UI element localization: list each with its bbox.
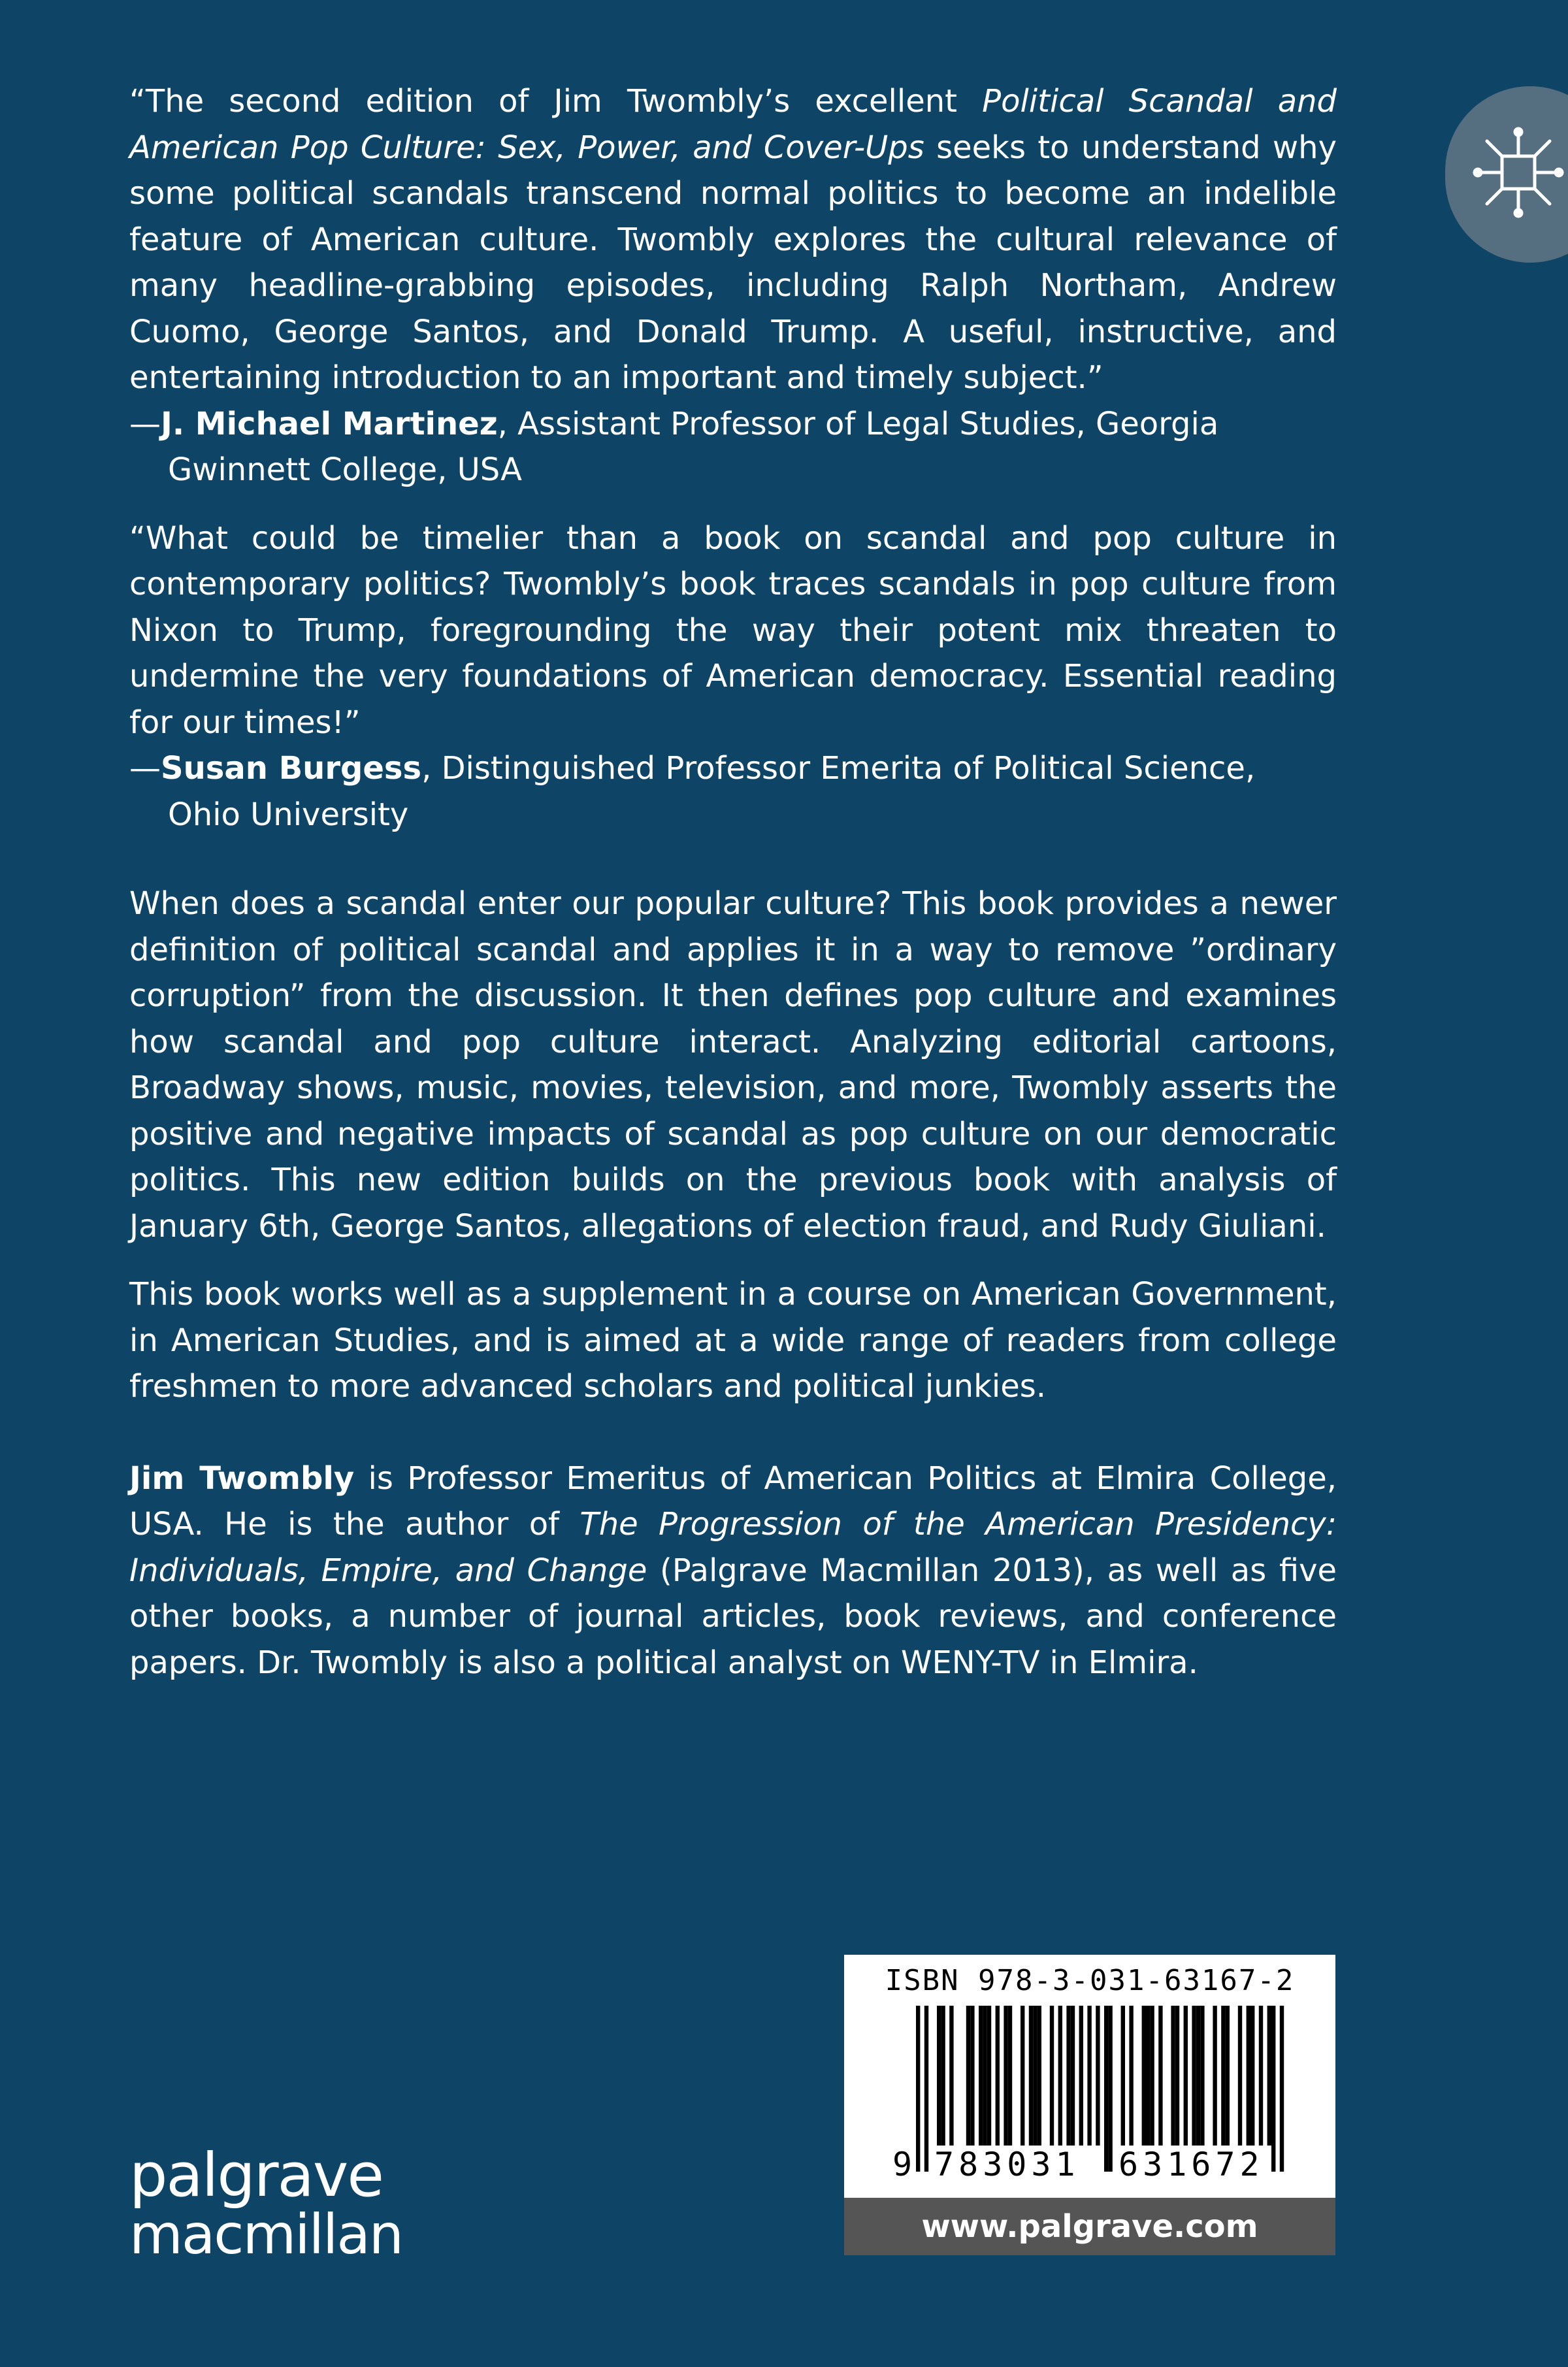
barcode-bar — [966, 2006, 970, 2146]
barcode-bar — [987, 2006, 991, 2146]
author-book-title: The Progression of the American Presidency: Individuals, Empire, and Change — [129, 1506, 1337, 1589]
publisher-url[interactable]: www.palgrave.com — [844, 2198, 1335, 2255]
barcode-digits-left: 783031 — [932, 2146, 1083, 2183]
barcode-bar — [1079, 2006, 1083, 2146]
attribution-dash: — — [129, 405, 161, 442]
endorser-name: Susan Burgess — [161, 750, 422, 787]
attribution-dash: — — [129, 750, 161, 787]
barcode-bar — [1192, 2006, 1196, 2146]
barcode-digits-right: 631672 — [1116, 2146, 1267, 2183]
book-title: Political Scandal and American Pop Culture: Sex, Power, and Cover-Ups — [129, 83, 1337, 166]
barcode-bar — [1213, 2006, 1217, 2146]
endorser-affiliation: , Distinguished Professor Emerita of Political Science, Ohio University — [168, 750, 1256, 833]
barcode-bar — [1033, 2006, 1037, 2146]
barcode-bar — [1250, 2006, 1254, 2146]
barcode-bar — [949, 2006, 953, 2146]
barcode-bar — [1200, 2006, 1204, 2146]
publisher-logo-line1: palgrave — [129, 2140, 383, 2210]
author-name: Jim Twombly — [129, 1460, 355, 1497]
description-paragraph-2: This book works well as a supplement in a course on American Government, in American Studies, and is aimed at a wide range of readers from college freshmen to more advanced scholars and political junkies. — [129, 1276, 1337, 1405]
barcode-bar — [1029, 2006, 1033, 2146]
quote-text: “The second edition of Jim Twombly’s excellent — [129, 83, 983, 120]
barcode-bar — [1071, 2006, 1075, 2146]
barcode-bar — [1150, 2006, 1154, 2146]
barcode-bar — [996, 2006, 1000, 2146]
barcode-bar — [1221, 2006, 1225, 2146]
endorsement-quote-2: “What could be timelier than a book on scandal and pop culture in contemporary politics? Twombly’s book traces scandals in pop culture from Nixon to Trump, foregrounding the way their potent mix threaten to undermine the very foundations of American democracy. Essential reading for our times!” — [129, 519, 1337, 741]
description-paragraph-1: When does a scandal enter our popular culture? This book provides a newer definition of political scandal and applies it in a way to remove ”ordinary corruption” from the discussion. It then defines pop culture and examines how scandal and pop culture interact. Analyzing editorial cartoons, Broadway shows, music, movies, television, and more, Twombly asserts the positive and negative impacts of scandal as pop culture on our democratic politics. This new edition builds on the previous book with analysis of January 6th, George Santos, allegations of election fraud, and Rudy Giuliani. — [129, 885, 1337, 1245]
barcode-bar — [1066, 2006, 1070, 2146]
barcode-bar — [1142, 2006, 1146, 2146]
barcode-bar — [1247, 2006, 1250, 2146]
barcode-bar — [1267, 2006, 1271, 2146]
barcode-bar — [983, 2006, 987, 2146]
back-cover-text — [129, 78, 1337, 1686]
endorsement-attribution-2 — [129, 745, 1337, 838]
corner-badge — [1445, 86, 1568, 263]
barcode-bar — [941, 2006, 945, 2146]
bio-text: (Palgrave Macmillan 2013), as well as five other books, a number of journal articles, book reviews, and conference papers. Dr. Twombly is also a political analyst on WENY-TV in Elmira. — [129, 1552, 1337, 1681]
palgrave-circuit-icon — [1473, 127, 1564, 218]
endorsement-attribution-1 — [129, 401, 1337, 493]
barcode-bar — [1004, 2006, 1007, 2146]
endorser-name: J. Michael Martinez — [161, 405, 498, 442]
endorsement-quote-1 — [129, 78, 1337, 401]
barcode-bar — [1171, 2006, 1175, 2146]
barcode-bar — [1129, 2006, 1133, 2146]
endorser-affiliation: , Assistant Professor of Legal Studies, Georgia Gwinnett College, USA — [168, 405, 1219, 488]
barcode-bar — [1238, 2006, 1242, 2146]
barcode-bar — [1096, 2006, 1100, 2146]
barcode-digits — [844, 2146, 1335, 2185]
barcode-bar — [979, 2006, 983, 2146]
barcode-bar — [1184, 2006, 1188, 2146]
publisher-logo — [129, 2140, 403, 2266]
barcode-bar — [1175, 2006, 1179, 2146]
bio-text: is Professor Emeritus of American Politics at Elmira College, USA. He is the author of — [129, 1460, 1337, 1543]
barcode-bar — [1087, 2006, 1091, 2146]
barcode-digit-first: 9 — [890, 2146, 915, 2183]
barcode-bar — [1158, 2006, 1162, 2146]
barcode-bar — [1008, 2006, 1012, 2146]
isbn-barcode — [844, 1955, 1335, 2198]
barcode-bar — [1259, 2006, 1263, 2146]
author-bio — [129, 1456, 1337, 1686]
publisher-logo-line2: macmillan — [129, 2202, 403, 2266]
barcode-bar — [1146, 2006, 1150, 2146]
isbn-label: ISBN 978-3-031-63167-2 — [885, 1964, 1295, 1997]
barcode-bar — [1058, 2006, 1062, 2146]
barcode-bar — [1021, 2006, 1024, 2146]
barcode-bar — [1037, 2006, 1041, 2146]
barcode-bar — [937, 2006, 941, 2146]
barcode-bar — [1050, 2006, 1054, 2146]
barcode-bar — [1196, 2006, 1200, 2146]
barcode-bar — [970, 2006, 974, 2146]
quote-text: seeks to understand why some political scandals transcend normal politics to become an indelible feature of American culture. Twombly explores the cultural relevance of many headline-grabbing episodes, including Ralph Northam, Andrew Cuomo, George Santos, and Donald Trump. A useful, instructive, and entertaining introduction to an important and timely subject.” — [129, 129, 1337, 396]
barcode-bar — [1226, 2006, 1230, 2146]
